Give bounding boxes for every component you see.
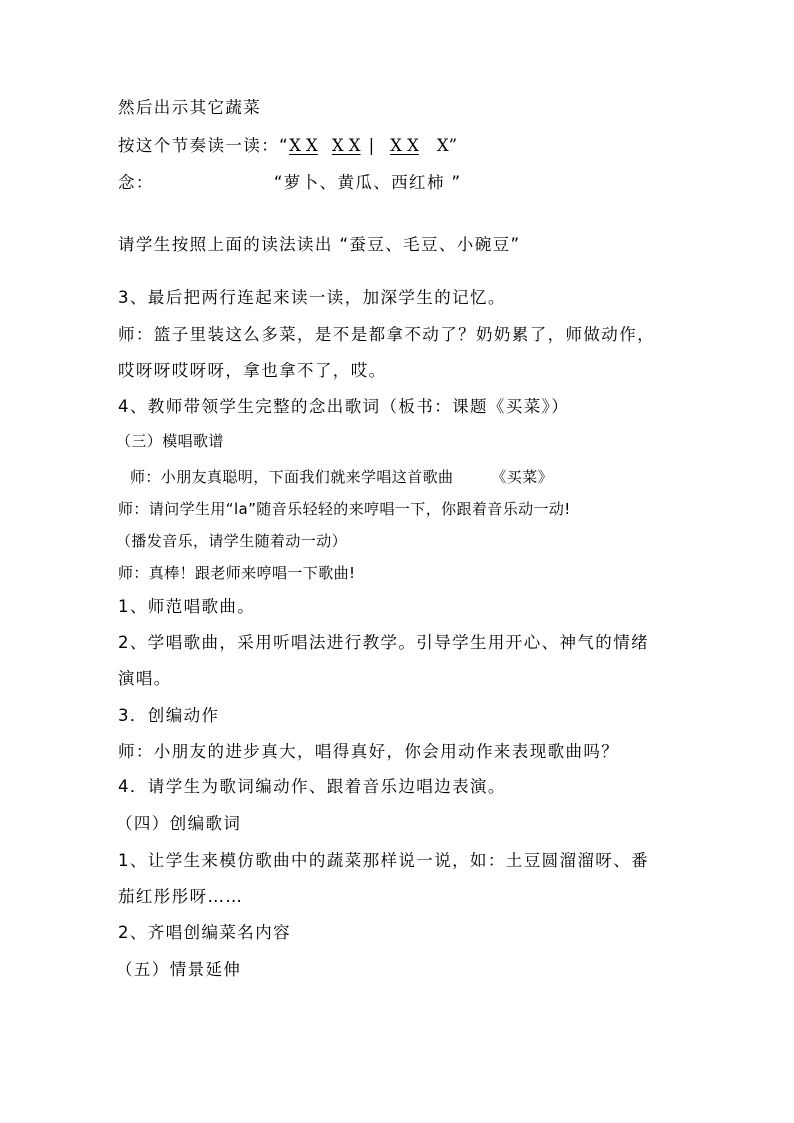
recite-text: “萝卜、黄瓜、西红柿 ” bbox=[273, 173, 462, 192]
line-demo-sing: 1、师范唱歌曲。 bbox=[118, 597, 256, 616]
rhythm-beat-3: X X bbox=[390, 136, 419, 155]
line-create-actions: 3．创编动作 bbox=[118, 706, 220, 725]
line-recite bbox=[118, 172, 461, 194]
heading-section-4: （四）创编歌词 bbox=[116, 814, 242, 833]
line-learn-sing: 2、学唱歌曲，采用听唱法进行教学。引导学生用开心、神气的情绪 bbox=[118, 633, 649, 652]
line-teacher-hum: 师：请问学生用“la”随音乐轻轻的来哼唱一下，你跟着音乐动一动! bbox=[118, 500, 571, 518]
line-rhythm bbox=[118, 135, 457, 157]
rhythm-beat-1: X X bbox=[289, 136, 318, 155]
line-make-actions: 4．请学生为歌词编动作、跟着音乐边唱边表演。 bbox=[118, 777, 506, 796]
heading-section-3: （三）模唱歌谱 bbox=[116, 432, 224, 450]
recite-label: 念： bbox=[118, 173, 154, 192]
line-show-vegetables: 然后出示其它蔬菜 bbox=[118, 98, 262, 117]
rhythm-beat-2: X X bbox=[331, 136, 361, 155]
line-teacher-praise: 师：真棒！跟老师来哼唱一下歌曲! bbox=[118, 564, 356, 582]
rhythm-bar: | bbox=[368, 136, 375, 155]
rhythm-prefix: 按这个节奏读一读：“ bbox=[118, 136, 290, 155]
line-step-4: 4、教师带领学生完整的念出歌词（板书：课题《买菜》） bbox=[118, 397, 570, 416]
line-teacher-learn-song bbox=[130, 466, 553, 488]
line-teacher-progress: 师：小朋友的进步真大，唱得真好，你会用动作来表现歌曲吗？ bbox=[118, 742, 620, 761]
line-step-3: 3、最后把两行连起来读一读，加深学生的记忆。 bbox=[118, 288, 506, 307]
line-aiya: 哎呀呀哎呀呀，拿也拿不了，哎。 bbox=[118, 361, 387, 380]
song-title: 《买菜》 bbox=[491, 468, 554, 486]
line-tomato: 茄红彤彤呀…… bbox=[118, 887, 244, 906]
line-read-beans: 请学生按照上面的读法读出 “蚕豆、毛豆、小碗豆” bbox=[118, 235, 521, 254]
heading-section-5: （五）情景延伸 bbox=[116, 960, 242, 979]
rhythm-end: X” bbox=[436, 136, 458, 155]
line-perform: 演唱。 bbox=[118, 669, 172, 688]
line-teacher-basket: 师：篮子里装这么多菜，是不是都拿不动了？奶奶累了，师做动作， bbox=[118, 325, 655, 344]
line-sing-together: 2、齐唱创编菜名内容 bbox=[118, 923, 291, 942]
learn-song-text: 师：小朋友真聪明，下面我们就来学唱这首歌曲 bbox=[130, 468, 454, 486]
line-play-music: （播发音乐，请学生随着动一动） bbox=[116, 532, 348, 550]
line-imitate: 1、让学生来模仿歌曲中的蔬菜那样说一说，如：土豆圆溜溜呀、番 bbox=[118, 851, 649, 870]
